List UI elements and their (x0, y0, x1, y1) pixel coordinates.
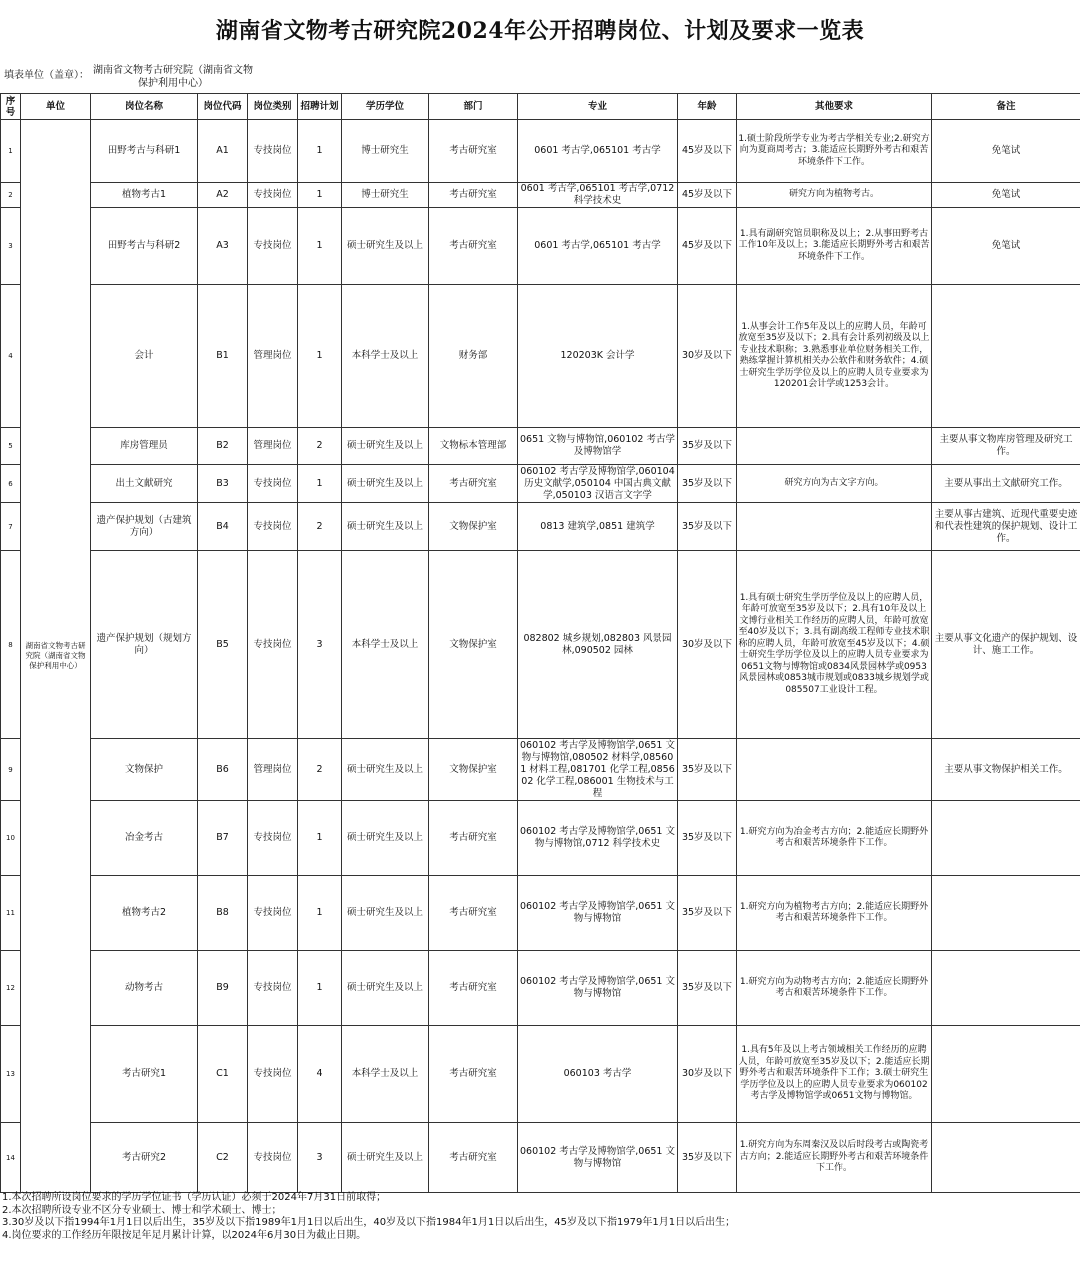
cell-plan: 1 (298, 876, 342, 951)
cell-education: 硕士研究生及以上 (342, 951, 429, 1026)
cell-major: 0651 文物与博物馆,060102 考古学及博物馆学 (518, 428, 678, 465)
table-row (1, 876, 1080, 951)
table-row (1, 208, 1080, 285)
cell-department: 考古研究室 (429, 120, 518, 183)
cell-education: 硕士研究生及以上 (342, 465, 429, 503)
cell-seq: 3 (1, 208, 21, 285)
cell-education: 博士研究生 (342, 183, 429, 208)
cell-age: 35岁及以下 (678, 1123, 737, 1193)
cell-code: B7 (198, 801, 248, 876)
cell-unit: 湖南省文物考古研究院（湖南省文物保护利用中心） (21, 120, 91, 1193)
cell-requirements: 研究方向为植物考古。 (737, 183, 932, 208)
cell-category: 管理岗位 (248, 739, 298, 801)
cell-code: B5 (198, 551, 248, 739)
cell-position: 考古研究2 (91, 1123, 198, 1193)
cell-education: 硕士研究生及以上 (342, 876, 429, 951)
cell-plan: 1 (298, 801, 342, 876)
footnote: 1.本次招聘所设岗位要求的学历学位证书（学历认证）必须于2024年7月31日前取得； (2, 1192, 387, 1203)
cell-position: 考古研究1 (91, 1026, 198, 1123)
recruitment-table (0, 93, 1080, 1193)
cell-major: 120203K 会计学 (518, 285, 678, 428)
header-seq: 序号 (1, 94, 21, 120)
cell-notes: 免笔试 (932, 120, 1080, 183)
cell-category: 专技岗位 (248, 1026, 298, 1123)
cell-plan: 1 (298, 183, 342, 208)
cell-code: A2 (198, 183, 248, 208)
cell-age: 30岁及以下 (678, 285, 737, 428)
cell-department: 考古研究室 (429, 1026, 518, 1123)
cell-position: 会计 (91, 285, 198, 428)
footnotes (2, 1192, 735, 1242)
cell-department: 考古研究室 (429, 801, 518, 876)
cell-category: 管理岗位 (248, 285, 298, 428)
cell-category: 管理岗位 (248, 428, 298, 465)
cell-code: B4 (198, 503, 248, 551)
cell-seq: 4 (1, 285, 21, 428)
cell-age: 45岁及以下 (678, 208, 737, 285)
cell-notes: 主要从事古建筑、近现代重要史迹和代表性建筑的保护规划、设计工作。 (932, 503, 1080, 551)
cell-seq: 11 (1, 876, 21, 951)
cell-plan: 1 (298, 120, 342, 183)
header-department: 部门 (429, 94, 518, 120)
cell-seq: 12 (1, 951, 21, 1026)
header-requirements: 其他要求 (737, 94, 932, 120)
cell-position: 田野考古与科研1 (91, 120, 198, 183)
cell-position: 田野考古与科研2 (91, 208, 198, 285)
cell-category: 专技岗位 (248, 801, 298, 876)
header-category: 岗位类别 (248, 94, 298, 120)
cell-major: 082802 城乡规划,082803 风景园林,090502 园林 (518, 551, 678, 739)
cell-notes (932, 285, 1080, 428)
cell-major: 060102 考古学及博物馆学,0651 文物与博物馆 (518, 1123, 678, 1193)
cell-education: 硕士研究生及以上 (342, 739, 429, 801)
header-plan: 招聘计划 (298, 94, 342, 120)
cell-department: 考古研究室 (429, 183, 518, 208)
cell-age: 35岁及以下 (678, 465, 737, 503)
cell-age: 45岁及以下 (678, 183, 737, 208)
cell-major: 0601 考古学,065101 考古学 (518, 208, 678, 285)
cell-notes: 免笔试 (932, 183, 1080, 208)
cell-requirements: 1.具有副研究馆员职称及以上；2.从事田野考古工作10年及以上；3.能适应长期野外考古和艰苦环境条件下工作。 (737, 208, 932, 285)
cell-category: 专技岗位 (248, 876, 298, 951)
cell-plan: 2 (298, 739, 342, 801)
cell-age: 45岁及以下 (678, 120, 737, 183)
cell-education: 硕士研究生及以上 (342, 503, 429, 551)
cell-code: B6 (198, 739, 248, 801)
header-row (1, 94, 1080, 120)
cell-major: 0601 考古学,065101 考古学 (518, 120, 678, 183)
cell-age: 35岁及以下 (678, 503, 737, 551)
table-row (1, 285, 1080, 428)
cell-plan: 3 (298, 1123, 342, 1193)
cell-seq: 6 (1, 465, 21, 503)
cell-plan: 1 (298, 951, 342, 1026)
cell-education: 博士研究生 (342, 120, 429, 183)
cell-code: C2 (198, 1123, 248, 1193)
cell-notes: 主要从事文物库房管理及研究工作。 (932, 428, 1080, 465)
cell-notes (932, 1123, 1080, 1193)
cell-plan: 4 (298, 1026, 342, 1123)
cell-requirements: 1.研究方向为冶金考古方向；2.能适应长期野外考古和艰苦环境条件下工作。 (737, 801, 932, 876)
cell-department: 文物标本管理部 (429, 428, 518, 465)
header-unit: 单位 (21, 94, 91, 120)
cell-code: A1 (198, 120, 248, 183)
cell-category: 专技岗位 (248, 120, 298, 183)
cell-position: 文物保护 (91, 739, 198, 801)
cell-major: 0813 建筑学,0851 建筑学 (518, 503, 678, 551)
cell-requirements: 1.从事会计工作5年及以上的应聘人员，年龄可放宽至35岁及以下；2.具有会计系列初级及以上专业技术职称；3.熟悉事业单位财务相关工作，熟练掌握计算机相关办公软件和财务软件；4.硕士研究生学历学位及以上的应聘人员专业要求为120201会计学或1253会计。 (737, 285, 932, 428)
cell-seq: 5 (1, 428, 21, 465)
cell-category: 专技岗位 (248, 1123, 298, 1193)
filler-value: 湖南省文物考古研究院（湖南省文物保护利用中心） (93, 65, 253, 89)
table-row (1, 551, 1080, 739)
cell-position: 遗产保护规划（规划方向） (91, 551, 198, 739)
cell-age: 35岁及以下 (678, 801, 737, 876)
cell-category: 专技岗位 (248, 208, 298, 285)
cell-requirements: 1.硕士阶段所学专业为考古学相关专业;2.研究方向为夏商周考古；3.能适应长期野外考古和艰苦环境条件下工作。 (737, 120, 932, 183)
cell-position: 植物考古1 (91, 183, 198, 208)
table-row (1, 951, 1080, 1026)
cell-education: 硕士研究生及以上 (342, 1123, 429, 1193)
cell-plan: 2 (298, 428, 342, 465)
cell-category: 专技岗位 (248, 465, 298, 503)
cell-major: 0601 考古学,065101 考古学,0712 科学技术史 (518, 183, 678, 208)
cell-position: 冶金考古 (91, 801, 198, 876)
cell-seq: 7 (1, 503, 21, 551)
cell-position: 植物考古2 (91, 876, 198, 951)
cell-seq: 2 (1, 183, 21, 208)
cell-notes (932, 801, 1080, 876)
cell-plan: 2 (298, 503, 342, 551)
cell-category: 专技岗位 (248, 951, 298, 1026)
cell-education: 本科学士及以上 (342, 1026, 429, 1123)
cell-seq: 14 (1, 1123, 21, 1193)
cell-department: 考古研究室 (429, 1123, 518, 1193)
cell-department: 考古研究室 (429, 951, 518, 1026)
table-row (1, 465, 1080, 503)
cell-position: 遗产保护规划（古建筑方向） (91, 503, 198, 551)
header-position: 岗位名称 (91, 94, 198, 120)
cell-code: B3 (198, 465, 248, 503)
header-code: 岗位代码 (198, 94, 248, 120)
cell-code: B8 (198, 876, 248, 951)
cell-plan: 1 (298, 208, 342, 285)
table-row (1, 120, 1080, 183)
cell-notes (932, 1026, 1080, 1123)
header-age: 年龄 (678, 94, 737, 120)
cell-requirements: 1.具有硕士研究生学历学位及以上的应聘人员，年龄可放宽至35岁及以下；2.具有10年及以上文博行业相关工作经历的应聘人员，年龄可放宽至40岁及以下；3.具有副高级工程师专业技术职称的应聘人员，年龄可放宽至45岁及以下；4.硕士研究生学历学位及以上的应聘人员专业要求为0651文物与博物馆或0834风景园林学或0953风景园林或0853城市规划或0833城乡规划学或085507工业设计工程。 (737, 551, 932, 739)
cell-age: 30岁及以下 (678, 551, 737, 739)
table-row (1, 183, 1080, 208)
cell-category: 专技岗位 (248, 183, 298, 208)
table-row (1, 739, 1080, 801)
cell-requirements (737, 428, 932, 465)
cell-age: 35岁及以下 (678, 739, 737, 801)
cell-department: 文物保护室 (429, 739, 518, 801)
cell-department: 财务部 (429, 285, 518, 428)
cell-requirements (737, 503, 932, 551)
cell-code: B1 (198, 285, 248, 428)
cell-plan: 3 (298, 551, 342, 739)
cell-requirements: 1.研究方向为东周秦汉及以后时段考古或陶瓷考古方向；2.能适应长期野外考古和艰苦环境条件下工作。 (737, 1123, 932, 1193)
cell-seq: 13 (1, 1026, 21, 1123)
table-row (1, 1123, 1080, 1193)
cell-position: 出土文献研究 (91, 465, 198, 503)
cell-major: 060102 考古学及博物馆学,060104 历史文献学,050104 中国古典文献学,050103 汉语言文字学 (518, 465, 678, 503)
header-major: 专业 (518, 94, 678, 120)
cell-notes (932, 951, 1080, 1026)
cell-position: 动物考古 (91, 951, 198, 1026)
table-row (1, 1026, 1080, 1123)
footnote: 2.本次招聘所设专业不区分专业硕士、博士和学术硕士、博士； (2, 1204, 282, 1216)
cell-requirements (737, 739, 932, 801)
cell-major: 060102 考古学及博物馆学,0651 文物与博物馆,080502 材料学,085601 材料工程,081701 化学工程,085602 化学工程,086001 生物技术与工程 (518, 739, 678, 801)
cell-seq: 9 (1, 739, 21, 801)
cell-department: 考古研究室 (429, 465, 518, 503)
filler-label: 填表单位（盖章）： (4, 70, 89, 81)
cell-seq: 1 (1, 120, 21, 183)
table-row (1, 428, 1080, 465)
header-education: 学历学位 (342, 94, 429, 120)
cell-education: 硕士研究生及以上 (342, 208, 429, 285)
cell-age: 30岁及以下 (678, 1026, 737, 1123)
cell-age: 35岁及以下 (678, 876, 737, 951)
cell-notes: 免笔试 (932, 208, 1080, 285)
cell-seq: 8 (1, 551, 21, 739)
cell-notes: 主要从事文物保护相关工作。 (932, 739, 1080, 801)
cell-requirements: 1.研究方向为植物考古方向；2.能适应长期野外考古和艰苦环境条件下工作。 (737, 876, 932, 951)
cell-requirements: 1.研究方向为动物考古方向；2.能适应长期野外考古和艰苦环境条件下工作。 (737, 951, 932, 1026)
cell-notes: 主要从事出土文献研究工作。 (932, 465, 1080, 503)
cell-notes (932, 876, 1080, 951)
footnote: 3.30岁及以下指1994年1月1日以后出生，35岁及以下指1989年1月1日以后出生，40岁及以下指1984年1月1日以后出生，45岁及以下指1979年1月1日以后出生； (2, 1217, 736, 1228)
cell-requirements: 1.具有5年及以上考古领域相关工作经历的应聘人员，年龄可放宽至35岁及以下；2.能适应长期野外考古和艰苦环境条件下工作；3.硕士研究生学历学位及以上的应聘人员专业要求为060102考古学及博物馆学或0651文物与博物馆。 (737, 1026, 932, 1123)
cell-code: B2 (198, 428, 248, 465)
cell-department: 文物保护室 (429, 503, 518, 551)
cell-education: 硕士研究生及以上 (342, 801, 429, 876)
cell-code: C1 (198, 1026, 248, 1123)
header-notes: 备注 (932, 94, 1080, 120)
footnote: 4.岗位要求的工作经历年限按足年足月累计计算，以2024年6月30日为截止日期。 (2, 1229, 367, 1241)
cell-position: 库房管理员 (91, 428, 198, 465)
page-title: 湖南省文物考古研究院2024年公开招聘岗位、计划及要求一览表 (215, 18, 865, 44)
cell-seq: 10 (1, 801, 21, 876)
cell-education: 本科学士及以上 (342, 285, 429, 428)
table-row (1, 503, 1080, 551)
cell-major: 060102 考古学及博物馆学,0651 文物与博物馆,0712 科学技术史 (518, 801, 678, 876)
cell-department: 文物保护室 (429, 551, 518, 739)
cell-age: 35岁及以下 (678, 428, 737, 465)
cell-age: 35岁及以下 (678, 951, 737, 1026)
cell-plan: 1 (298, 465, 342, 503)
cell-department: 考古研究室 (429, 208, 518, 285)
cell-plan: 1 (298, 285, 342, 428)
cell-education: 本科学士及以上 (342, 551, 429, 739)
cell-code: A3 (198, 208, 248, 285)
cell-department: 考古研究室 (429, 876, 518, 951)
cell-requirements: 研究方向为古文字方向。 (737, 465, 932, 503)
cell-major: 060102 考古学及博物馆学,0651 文物与博物馆 (518, 951, 678, 1026)
cell-category: 专技岗位 (248, 503, 298, 551)
cell-major: 060102 考古学及博物馆学,0651 文物与博物馆 (518, 876, 678, 951)
cell-code: B9 (198, 951, 248, 1026)
cell-major: 060103 考古学 (518, 1026, 678, 1123)
cell-notes: 主要从事文化遗产的保护规划、设计、施工工作。 (932, 551, 1080, 739)
table-row (1, 801, 1080, 876)
cell-category: 专技岗位 (248, 551, 298, 739)
cell-education: 硕士研究生及以上 (342, 428, 429, 465)
